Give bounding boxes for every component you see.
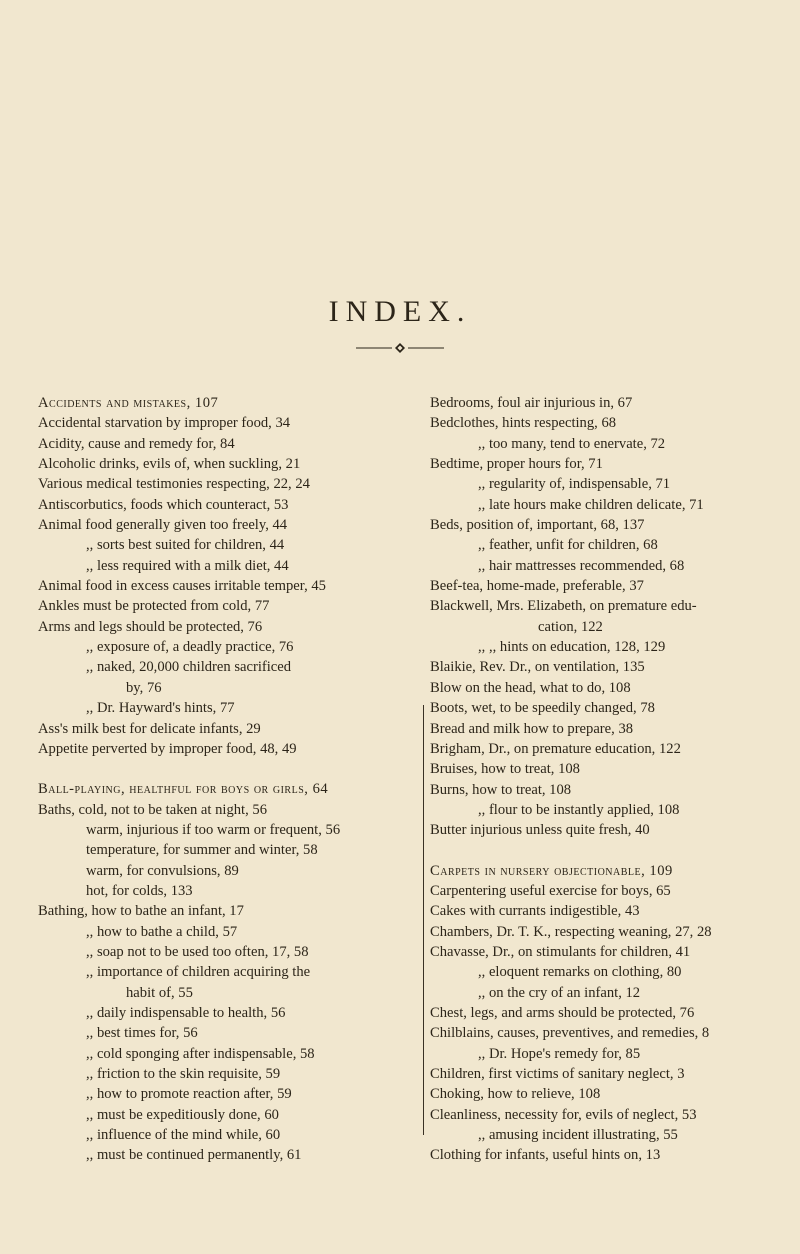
index-entry: ,, eloquent remarks on clothing, 80: [478, 964, 682, 981]
index-entry: ,, Dr. Hope's remedy for, 85: [478, 1045, 641, 1062]
index-entry: Choking, how to relieve, 108: [430, 1086, 601, 1103]
index-entry: Alcoholic drinks, evils of, when suckling, 21: [38, 456, 301, 473]
index-entry: ,, ,, hints on education, 128, 129: [478, 639, 666, 656]
index-entry: hot, for colds, 133: [86, 882, 193, 899]
index-entry: Accidents and mistakes, 107: [38, 395, 219, 411]
index-column-right: [430, 393, 798, 1166]
index-entry: ,, influence of the mind while, 60: [86, 1127, 281, 1144]
index-entry: habit of, 55: [126, 984, 193, 1001]
index-entry: Brigham, Dr., on premature education, 122: [430, 740, 681, 757]
index-entry: ,, best times for, 56: [86, 1025, 198, 1042]
index-entry: Various medical testimonies respecting, 22, 24: [38, 476, 310, 493]
index-entry: ,, importance of children acquiring the: [86, 964, 311, 981]
index-entry: Blow on the head, what to do, 108: [430, 679, 631, 696]
index-entry: Chavasse, Dr., on stimulants for children, 41: [430, 943, 691, 960]
index-entry: Accidental starvation by improper food, 34: [38, 415, 291, 432]
index-entry: ,, Dr. Hayward's hints, 77: [86, 700, 235, 717]
index-entry: Ankles must be protected from cold, 77: [38, 598, 270, 615]
index-entry: Chambers, Dr. T. K., respecting weaning, 27, 28: [430, 923, 712, 940]
ornament-divider: [352, 342, 448, 354]
index-entry: Antiscorbutics, foods which counteract, 53: [38, 496, 289, 513]
index-entry: Ball-playing, healthful for boys or girls, 64: [38, 781, 329, 798]
index-entry: ,, feather, unfit for children, 68: [478, 537, 658, 554]
index-entry: ,, hair mattresses recommended, 68: [478, 557, 685, 574]
index-entry: Carpentering useful exercise for boys, 65: [430, 882, 671, 899]
index-entry: ,, sorts best suited for children, 44: [86, 537, 285, 554]
index-entry: temperature, for summer and winter, 58: [86, 842, 318, 859]
index-entry: Cakes with currants indigestible, 43: [430, 903, 640, 920]
index-entry: Bread and milk how to prepare, 38: [430, 720, 634, 737]
index-entry: ,, flour to be instantly applied, 108: [478, 801, 680, 818]
index-entry: Bathing, how to bathe an infant, 17: [38, 903, 244, 920]
index-entry: Bedrooms, foul air injurious in, 67: [430, 395, 633, 411]
index-entry: ,, less required with a milk diet, 44: [86, 557, 289, 574]
index-entry: Baths, cold, not to be taken at night, 56: [38, 801, 268, 818]
section-gap: [430, 841, 798, 861]
index-entry: ,, must be continued permanently, 61: [86, 1147, 302, 1164]
index-entry: Bedclothes, hints respecting, 68: [430, 415, 617, 432]
index-entry: ,, how to promote reaction after, 59: [86, 1086, 292, 1103]
index-entry: Children, first victims of sanitary neglect, 3: [430, 1066, 685, 1082]
index-entry: ,, regularity of, indispensable, 71: [478, 476, 671, 493]
index-entry: ,, on the cry of an infant, 12: [478, 984, 641, 1001]
index-entry: warm, injurious if too warm or frequent, 56: [86, 821, 341, 838]
page-title: INDEX.: [328, 295, 472, 328]
index-entry: ,, late hours make children delicate, 71: [478, 496, 704, 513]
index-entry: ,, exposure of, a deadly practice, 76: [86, 639, 294, 656]
index-entry: cation, 122: [538, 618, 603, 635]
index-entry: Butter injurious unless quite fresh, 40: [430, 822, 650, 839]
index-entry: warm, for convulsions, 89: [86, 862, 239, 879]
column-rule: [423, 705, 424, 1135]
index-entry: Arms and legs should be protected, 76: [38, 618, 263, 635]
index-entry: Beef-tea, home-made, preferable, 37: [430, 578, 644, 595]
index-entry: ,, friction to the skin requisite, 59: [86, 1066, 281, 1082]
index-entry: Animal food generally given too freely, 44: [38, 517, 288, 534]
index-entry: ,, daily indispensable to health, 56: [86, 1004, 286, 1021]
index-entry: Bedtime, proper hours for, 71: [430, 456, 603, 473]
index-entry: Burns, how to treat, 108: [430, 781, 572, 798]
index-entry: Chilblains, causes, preventives, and remedies, 8: [430, 1025, 710, 1042]
section-gap: [38, 759, 404, 779]
index-entry: ,, must be expeditiously done, 60: [86, 1106, 279, 1123]
index-entry: Ass's milk best for delicate infants, 29: [38, 720, 261, 737]
index-entry: ,, amusing incident illustrating, 55: [478, 1127, 678, 1144]
index-entry: Appetite perverted by improper food, 48, 49: [38, 740, 297, 757]
index-entry: Blaikie, Rev. Dr., on ventilation, 135: [430, 659, 645, 676]
index-entry: Animal food in excess causes irritable temper, 45: [38, 578, 326, 595]
index-entry: Acidity, cause and remedy for, 84: [38, 435, 235, 452]
index-entry: ,, how to bathe a child, 57: [86, 923, 238, 940]
index-entry: Blackwell, Mrs. Elizabeth, on premature edu-: [430, 598, 697, 615]
index-entry: Boots, wet, to be speedily changed, 78: [430, 700, 655, 717]
index-entry: ,, too many, tend to enervate, 72: [478, 435, 666, 452]
index-entry: Chest, legs, and arms should be protected, 76: [430, 1004, 695, 1021]
index-entry: Beds, position of, important, 68, 137: [430, 517, 645, 534]
index-entry: ,, cold sponging after indispensable, 58: [86, 1045, 315, 1062]
index-entry: Bruises, how to treat, 108: [430, 761, 580, 778]
index-entry: ,, soap not to be used too often, 17, 58: [86, 943, 309, 960]
index-entry: by, 76: [126, 679, 162, 696]
index-entry: Clothing for infants, useful hints on, 13: [430, 1147, 661, 1164]
index-entry: ,, naked, 20,000 children sacrificed: [86, 659, 292, 676]
index-column-left: [38, 393, 404, 1166]
index-entry: Carpets in nursery objectionable, 109: [430, 862, 673, 879]
index-entry: Cleanliness, necessity for, evils of neglect, 53: [430, 1106, 697, 1123]
